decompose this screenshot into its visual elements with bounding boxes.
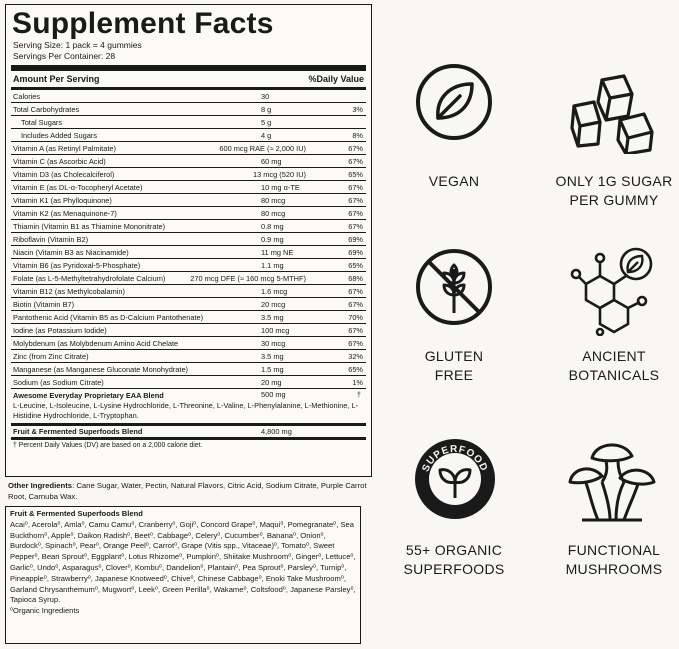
feature-functional-mushrooms — [546, 541, 679, 579]
eaa-blend-ingredients: L-Leucine, L-Isoleucine, L-Lysine Hydrochloride, L-Threonine, L-Valine, L-Phenylalanine, L-Methionine, L-Histidine Hydrochloride, L-Tryptophan. — [13, 401, 359, 420]
nutrient-amount: 0.8 mg — [261, 222, 284, 231]
nutrient-row — [11, 337, 366, 350]
nutrient-amount: 20 mcg — [261, 300, 286, 309]
nutrient-amount: 13 mcg (520 IU) — [253, 170, 306, 179]
feature-vegan — [394, 172, 514, 191]
other-ingredients — [5, 478, 372, 504]
fermented-blend-amount: 4,800 mg — [261, 427, 292, 436]
nutrient-row — [11, 194, 366, 207]
nutrient-name: Total Carbohydrates — [13, 105, 80, 114]
nutrient-amount: 100 mcg — [261, 326, 290, 335]
nutrient-amount: 30 mcg — [261, 339, 286, 348]
nutrient-dv: 65% — [348, 365, 363, 374]
feature-organic-superfoods-line2: SUPERFOODS — [403, 561, 505, 577]
nutrient-name: Vitamin D3 (as Cholecalciferol) — [13, 170, 115, 179]
nutrient-row — [11, 376, 366, 389]
panel-title: Supplement Facts — [12, 7, 274, 40]
nutrient-name: Total Sugars — [21, 118, 63, 127]
nutrient-name: Manganese (as Manganese Gluconate Monohydrate) — [13, 365, 189, 374]
nutrient-row — [11, 168, 366, 181]
nutrient-dv: 67% — [348, 300, 363, 309]
servings-per-container: Servings Per Container: 28 — [13, 51, 116, 61]
nutrient-name: Vitamin E (as DL-α-Tocopheryl Acetate) — [13, 183, 143, 192]
superfoods-blend-box — [5, 506, 361, 644]
nutrient-dv: 1% — [352, 378, 363, 387]
nutrient-row — [11, 90, 366, 103]
mushrooms-icon — [562, 432, 662, 524]
feature-functional-mushrooms-line1: FUNCTIONAL — [567, 542, 661, 558]
nutrient-amount: 1.1 mg — [261, 261, 284, 270]
feature-organic-superfoods-line1: 55+ ORGANIC — [405, 542, 503, 558]
eaa-blend-dv: † — [356, 390, 361, 399]
other-ingredients-text: : Cane Sugar, Water, Pectin, Natural Flavors, Citric Acid, Sodium Citrate, Purple Carrot Root, Carnuba Wax. — [8, 481, 367, 501]
feature-functional-mushrooms-line2: MUSHROOMS — [565, 561, 663, 577]
nutrient-name: Vitamin K2 (as Menaquinone-7) — [13, 209, 117, 218]
nutrient-dv: 69% — [348, 235, 363, 244]
nutrient-dv: 67% — [348, 144, 363, 153]
nutrient-row — [11, 311, 366, 324]
nutrient-dv: 32% — [348, 352, 363, 361]
sugar-cubes-icon — [568, 72, 662, 154]
nutrient-dv: 67% — [348, 183, 363, 192]
nutrient-name: Riboflavin (Vitamin B2) — [13, 235, 89, 244]
nutrient-dv: 8% — [352, 131, 363, 140]
nutrient-dv: 69% — [348, 248, 363, 257]
nutrient-row — [11, 350, 366, 363]
feature-ancient-botanicals-line1: ANCIENT — [582, 348, 646, 364]
nutrient-amount: 11 mg NE — [261, 248, 294, 257]
nutrient-amount: 600 mcg RAE (≈ 2,000 IU) — [219, 144, 306, 153]
nutrient-row — [11, 246, 366, 259]
nutrient-amount: 1.5 mg — [261, 365, 284, 374]
nutrient-amount: 20 mg — [261, 378, 282, 387]
nutrient-dv: 70% — [348, 313, 363, 322]
thick-divider — [11, 65, 366, 71]
nutrient-dv: 67% — [348, 157, 363, 166]
nutrient-name: Includes Added Sugars — [21, 131, 98, 140]
nutrient-row — [11, 233, 366, 246]
nutrient-dv: 3% — [352, 105, 363, 114]
nutrient-row — [11, 103, 366, 116]
nutrient-name: Vitamin B6 (as Pyridoxal-5-Phosphate) — [13, 261, 141, 270]
feature-organic-superfoods — [394, 541, 514, 579]
nutrient-row — [11, 155, 366, 168]
nutrient-amount: 30 — [261, 92, 270, 101]
table-header — [11, 73, 366, 85]
leaf-icon — [414, 62, 494, 142]
nutrient-dv: 67% — [348, 222, 363, 231]
nutrient-amount: 4 g — [261, 131, 272, 140]
fermented-blend-name: Fruit & Fermented Superfoods Blend — [13, 427, 143, 436]
nutrient-row — [11, 259, 366, 272]
eaa-blend-amount: 500 mg — [261, 390, 286, 399]
nutrient-amount: 80 mcg — [261, 209, 286, 218]
nutrient-row — [11, 285, 366, 298]
eaa-blend-name: Awesome Everyday Proprietary EAA Blend — [13, 391, 164, 400]
nutrient-rows — [11, 90, 366, 389]
nutrient-row — [11, 116, 366, 129]
badge-text: SUPERFOOD — [420, 443, 490, 474]
other-ingredients-label: Other Ingredients — [8, 481, 73, 490]
feature-vegan-label: VEGAN — [428, 173, 480, 189]
nutrient-dv: 67% — [348, 339, 363, 348]
nutrient-amount: 1.6 mcg — [261, 287, 288, 296]
nutrient-amount: 80 mcg — [261, 196, 286, 205]
nutrient-name: Biotin (Vitamin B7) — [13, 300, 75, 309]
nutrient-name: Folate (as L-5-Methyltetrahydrofolate Calcium) — [13, 274, 166, 283]
nutrient-amount: 0.9 mg — [261, 235, 284, 244]
nutrient-dv: 67% — [348, 196, 363, 205]
superfoods-blend-title: Fruit & Fermented Superfoods Blend — [10, 509, 143, 518]
feature-low-sugar-line2: PER GUMMY — [569, 192, 659, 208]
nutrient-name: Calories — [13, 92, 41, 101]
superfoods-blend-text: Acai⁰, Acerola⁰, Amla⁰, Camu Camu⁰, Cranberry⁰, Goji⁰, Concord Grape⁰, Maqui⁰, Pomegranate⁰, Sea Buckthorn⁰, Apple⁰, Daikon Radish⁰, Beet⁰, Cabbage⁰, Celery⁰, Cucumber⁰, Banana⁰, Onion⁰, Burdock⁰, Spinach⁰, Pear⁰, Orange Peel⁰, Carrot⁰, Grape (Vitis spp., Vitaceae)⁰, Tomato⁰, Sweet Pepper⁰, Bean Sprout⁰, Eggplant⁰, Lotus Rhizome⁰, Pumpkin⁰, Shiitake Mushroom⁰, Ginger⁰, Lettuce⁰, Garlic⁰, Undo⁰, Asparagus⁰, Clover⁰, Kombu⁰, Dandelion⁰, Plantain⁰, Pea Sprout⁰, Parsley⁰, Turnip⁰, Pineapple⁰, Strawberry⁰, Japanese Knotweed⁰, Chive⁰, Chinese Cabbage⁰, Enoki Take Mushroom⁰, Garland Chrysanthemum⁰, Mugwort⁰, Leek⁰, Green Perilla⁰, Wakame⁰, Coltsfood⁰, Japanese Parsley⁰, Tapioca Syrup. — [10, 519, 356, 605]
nutrient-row — [11, 324, 366, 337]
nutrient-name: Sodium (as Sodium Citrate) — [13, 378, 104, 387]
nutrient-amount: 3.5 mg — [261, 313, 284, 322]
nutrient-amount: 270 mcg DFE (≈ 160 mcg 5-MTHF) — [190, 274, 306, 283]
nutrient-name: Pantothenic Acid (Vitamin B5 as D-Calcium Pantothenate) — [13, 313, 204, 322]
nutrient-name: Molybdenum (as Molybdenum Amino Acid Chelate — [13, 339, 179, 348]
nutrient-dv: 68% — [348, 274, 363, 283]
header-amount: Amount Per Serving — [13, 74, 100, 84]
nutrient-row — [11, 129, 366, 142]
nutrient-amount: 5 g — [261, 118, 272, 127]
no-wheat-icon — [414, 247, 494, 327]
nutrient-dv: 65% — [348, 261, 363, 270]
feature-low-sugar — [546, 172, 679, 210]
eaa-blend-row — [11, 389, 366, 426]
dv-footnote: † Percent Daily Values (DV) are based on a 2,000 calorie diet. — [13, 442, 203, 449]
feature-gluten-free-line2: FREE — [434, 367, 474, 383]
header-dv: %Daily Value — [308, 74, 364, 84]
nutrient-name: Vitamin A (as Retinyl Palmitate) — [13, 144, 116, 153]
nutrient-name: Niacin (Vitamin B3 as Niacinamide) — [13, 248, 129, 257]
nutrient-name: Thiamin (Vitamin B1 as Thiamine Mononitrate) — [13, 222, 166, 231]
nutrient-amount: 3.5 mg — [261, 352, 284, 361]
nutrient-name: Iodine (as Potassium Iodide) — [13, 326, 107, 335]
nutrient-dv: 65% — [348, 170, 363, 179]
supplement-facts-panel — [5, 4, 372, 477]
nutrient-dv: 67% — [348, 287, 363, 296]
feature-gluten-free — [394, 347, 514, 385]
feature-low-sugar-line1: ONLY 1G SUGAR — [555, 173, 673, 189]
superfood-badge-icon — [412, 436, 498, 522]
nutrient-amount: 8 g — [261, 105, 272, 114]
nutrient-row — [11, 363, 366, 376]
nutrient-name: Vitamin B12 (as Methylcobalamin) — [13, 287, 126, 296]
nutrient-name: Zinc (from Zinc Citrate) — [13, 352, 89, 361]
nutrient-dv: 67% — [348, 326, 363, 335]
nutrient-name: Vitamin K1 (as Phylloquinone) — [13, 196, 112, 205]
serving-size: Serving Size: 1 pack = 4 gummies — [13, 40, 142, 50]
nutrient-row — [11, 142, 366, 155]
nutrient-row — [11, 272, 366, 285]
nutrient-row — [11, 207, 366, 220]
nutrient-row — [11, 220, 366, 233]
nutrient-amount: 60 mg — [261, 157, 282, 166]
fermented-blend-row — [11, 426, 366, 440]
feature-ancient-botanicals — [546, 347, 679, 385]
organic-note: ⁰Organic Ingredients — [10, 606, 80, 616]
nutrient-amount: 10 mg α-TE — [261, 183, 300, 192]
nutrient-row — [11, 298, 366, 311]
nutrient-dv: 67% — [348, 209, 363, 218]
nutrient-row — [11, 181, 366, 194]
nutrient-name: Vitamin C (as Ascorbic Acid) — [13, 157, 106, 166]
molecule-leaf-icon — [570, 240, 660, 336]
feature-ancient-botanicals-line2: BOTANICALS — [568, 367, 660, 383]
feature-gluten-free-line1: GLUTEN — [424, 348, 484, 364]
